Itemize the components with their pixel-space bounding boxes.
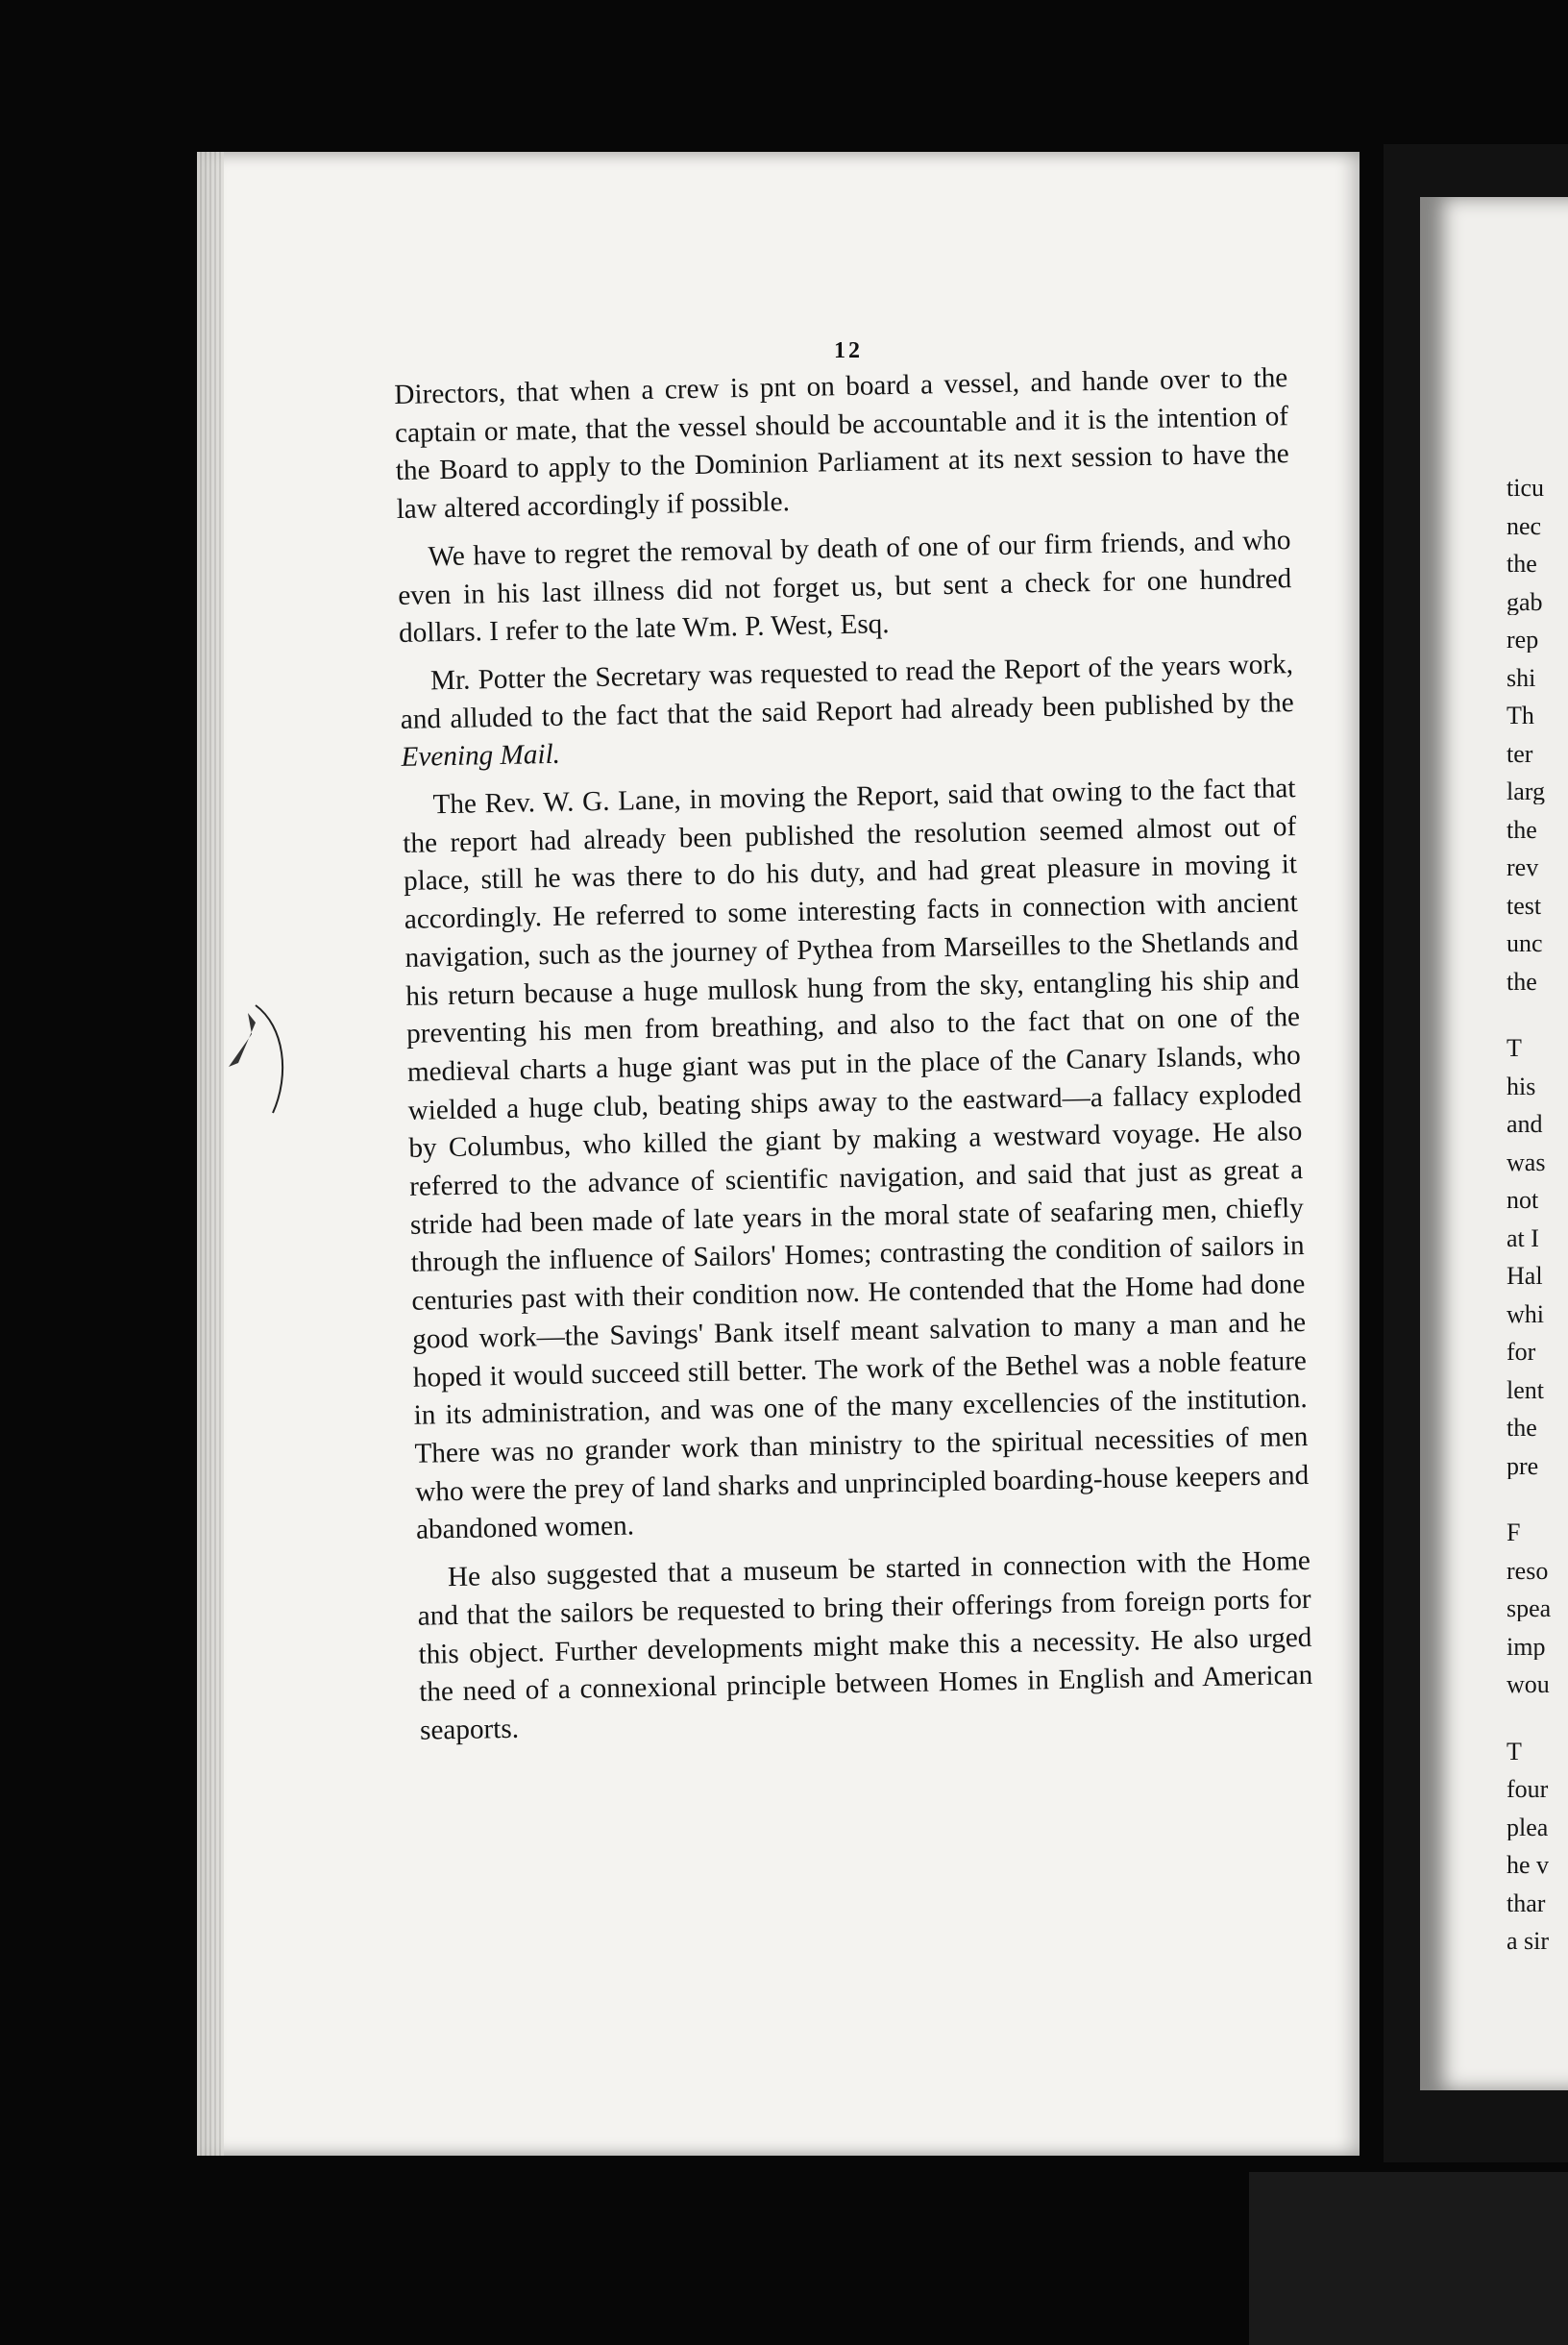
facing-page-line: ticu xyxy=(1507,476,1544,501)
paragraph-3-text: Mr. Potter the Secretary was requested to read the Report of the years work, and alluded to the fact that the said Report had already been published by the xyxy=(400,649,1294,735)
facing-page-line: reso xyxy=(1507,1558,1549,1584)
facing-page-line: the xyxy=(1507,552,1537,577)
facing-page-line: was xyxy=(1507,1149,1546,1175)
paragraph-4 xyxy=(402,770,1310,1550)
facing-page-line: T xyxy=(1507,1739,1522,1765)
facing-page-line: the xyxy=(1507,969,1537,995)
paragraph-4-text: The Rev. W. G. Lane, in moving the Report, said that owing to the fact that the report had already been published the resolution seemed almost out of place, still he was there to do his duty, and had great pleasure in moving it accordingly. He referred to some interesting facts in connection with ancient navigation, such as the journey of Pythea from Marseilles to the Shetlands and his return because a huge mullosk hung from the sky, entangling his ship and preventing his men from breathing, and also to the fact that on one of the medieval charts a huge giant was put in the place of the Canary Islands, who wielded a huge club, beating ships away to the eastward—a fallacy exploded by Columbus, who killed the giant by making a westward voyage. He also referred to the advance of scientific navigation, and said that just as great a stride had been made of late years in the moral state of seafaring men, chiefly through the influence of Sailors' Homes; contrasting the condition of sailors in centuries past with their condition now. He contended that the Home had done good work—the Savings' Bank itself meant salvation to many a man and he hoped it would succeed still better. The work of the Bethel was a noble feature in its administration, and was one of the many excellencies of the institution. There was no grander work than ministry to the spiritual necessities of men who were the prey of land sharks and unprincipled boarding-house keepers and abandoned women. xyxy=(403,773,1310,1546)
paragraph-2 xyxy=(397,522,1292,654)
facing-page-line: plea xyxy=(1507,1814,1549,1840)
facing-page-line: and xyxy=(1507,1112,1543,1137)
paragraph-2-text: We have to regret the removal by death of one of our firm friends, and who even in his last illness did not forget us, but sent a check for one hundred dollars. I refer to the late Wm. P. West, Esq. xyxy=(398,524,1292,650)
facing-page-line: ter xyxy=(1507,741,1533,767)
paragraph-3 xyxy=(400,646,1295,778)
facing-page-line: test xyxy=(1507,893,1542,919)
facing-page-line: spea xyxy=(1507,1596,1552,1621)
facing-page-line: rep xyxy=(1507,628,1539,653)
facing-page-line: F xyxy=(1507,1520,1521,1545)
paragraph-5 xyxy=(417,1543,1314,1750)
facing-page-line: Hal xyxy=(1507,1264,1543,1289)
facing-page-line: his xyxy=(1507,1074,1536,1099)
facing-page-line: at I xyxy=(1507,1225,1539,1251)
facing-page-line: Th xyxy=(1507,704,1534,728)
facing-page-line: the xyxy=(1507,817,1537,843)
paragraph-5-text: He also suggested that a museum be started in connection with the Home and that the sailors be requested to bring their offerings from foreign ports for this object. Further developments might make this a necessity. He also urged the need of a connexional principle between Homes in English and American seaports. xyxy=(417,1545,1313,1746)
facing-page-line: wou xyxy=(1507,1672,1550,1697)
facing-page-line: T xyxy=(1507,1036,1522,1061)
facing-page-line: he v xyxy=(1507,1853,1550,1878)
facing-page-line: nec xyxy=(1507,513,1542,539)
facing-page-line: gab xyxy=(1507,589,1543,615)
facing-page-line: thar xyxy=(1507,1890,1546,1916)
paragraph-1 xyxy=(394,359,1290,530)
paragraph-1-text: Directors, that when a crew is pnt on board a vessel, and hande over to the captain or mate, that the vessel should be accountable and it is the intention of the Board to apply to the Dominion Parliament at its next session to have the law altered accordingly if possible. xyxy=(394,362,1290,526)
facing-page-line: lent xyxy=(1507,1377,1544,1403)
page-edges xyxy=(197,152,224,2156)
facing-page-line: four xyxy=(1507,1777,1549,1802)
facing-page-line: not xyxy=(1507,1188,1539,1213)
facing-page-line: shi xyxy=(1507,665,1536,691)
facing-page-line: for xyxy=(1507,1340,1536,1365)
page-number: 12 xyxy=(834,338,863,363)
facing-page-line: the xyxy=(1507,1416,1537,1441)
facing-page-line: a sir xyxy=(1507,1929,1550,1954)
facing-page-line: imp xyxy=(1507,1634,1546,1660)
facing-page-line: whi xyxy=(1507,1301,1544,1327)
facing-page-line: larg xyxy=(1507,779,1545,804)
facing-page-line: pre xyxy=(1507,1453,1539,1479)
facing-page-line: unc xyxy=(1507,931,1543,956)
margin-bracket-mark xyxy=(209,1000,296,1124)
newspaper-title: Evening Mail. xyxy=(401,739,561,774)
facing-page-line: rev xyxy=(1507,855,1539,880)
page-body-text xyxy=(394,359,1313,1760)
